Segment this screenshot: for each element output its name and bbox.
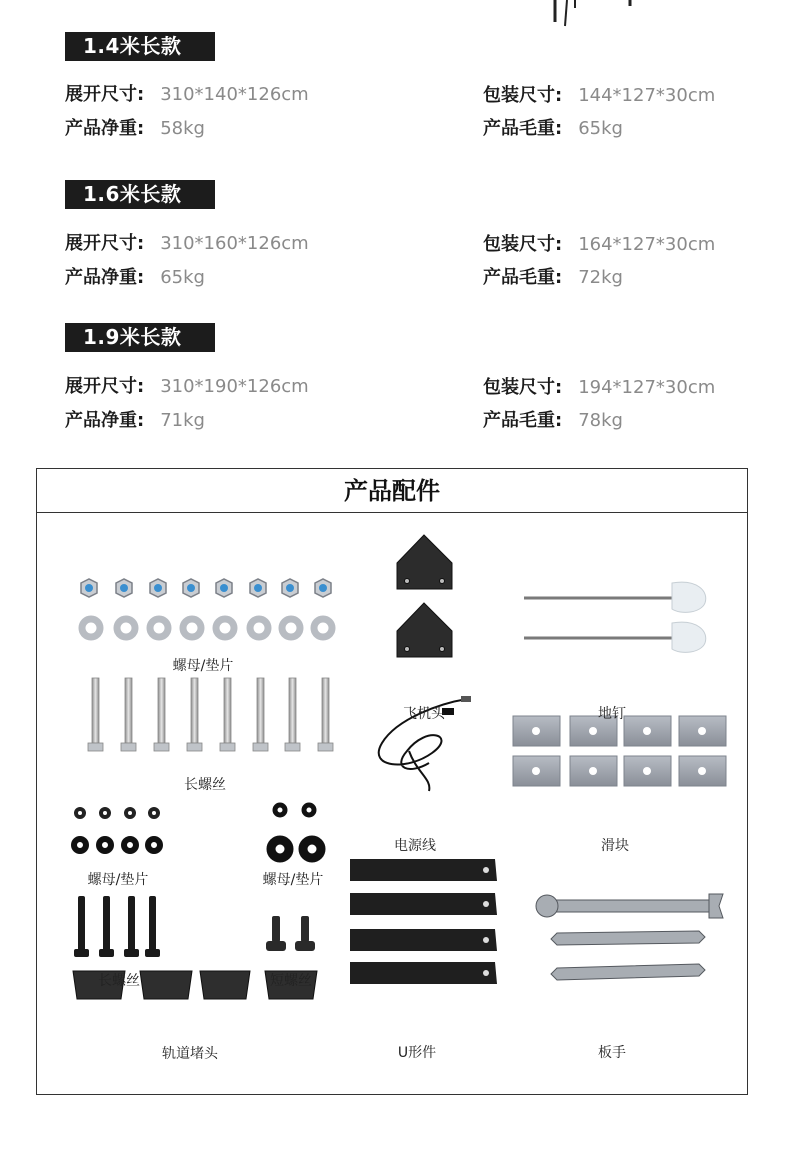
top-decoration [545, 0, 645, 30]
label-short-bolt: 短螺丝 [270, 973, 312, 989]
variant-2-pack: 包装尺寸: 164*127*30cm [483, 234, 716, 255]
variant-2-block [65, 180, 745, 288]
large-washers [82, 619, 332, 637]
accessories-panel [36, 468, 748, 1095]
u-brackets [350, 859, 497, 984]
label-long-bolt-large: 长螺丝 [184, 777, 226, 793]
label-u-bracket: U形件 [397, 1045, 437, 1061]
variant-3-block [65, 323, 745, 431]
variant-3-title: 1.9米长款 [65, 323, 215, 352]
label-nut-washer-small: 螺母/垫片 [87, 872, 149, 888]
variant-2-unfold: 展开尺寸: 310*160*126cm [65, 233, 309, 254]
variant-3-net: 产品净重: 71kg [65, 410, 205, 431]
small-nuts [76, 809, 158, 817]
long-black-bolts [74, 896, 160, 957]
ground-nails [524, 582, 706, 652]
variant-3-pack: 包装尺寸: 194*127*30cm [483, 377, 716, 398]
label-ground-nail: 地钉 [598, 706, 626, 722]
sliders [513, 716, 726, 786]
label-track-plug: 轨道堵头 [162, 1046, 218, 1062]
variant-2-gross: 产品毛重: 72kg [483, 267, 623, 288]
variant-1-title: 1.4米长款 [65, 32, 215, 61]
label-slider: 滑块 [601, 838, 629, 854]
black-washers [271, 840, 321, 858]
variant-1-unfold: 展开尺寸: 310*140*126cm [65, 84, 309, 105]
accessories-title: 产品配件 [37, 469, 747, 513]
variant-3-unfold: 展开尺寸: 310*190*126cm [65, 376, 309, 397]
long-steel-bolts [88, 678, 333, 751]
plane-heads [397, 535, 452, 657]
accessories-illustration [37, 513, 747, 1093]
label-long-bolt-black: 长螺丝 [98, 973, 140, 989]
label-nut-washer-large: 螺母/垫片 [172, 658, 234, 674]
label-nut-washer-black: 螺母/垫片 [262, 872, 324, 888]
variant-2-net: 产品净重: 65kg [65, 267, 205, 288]
variant-1-pack: 包装尺寸: 144*127*30cm [483, 85, 716, 106]
short-bolts [266, 916, 315, 951]
small-black-washers [74, 839, 160, 851]
label-power-cord: 电源线 [394, 838, 436, 854]
variant-1-net: 产品净重: 58kg [65, 118, 205, 139]
variant-1-gross: 产品毛重: 65kg [483, 118, 623, 139]
large-nuts [81, 579, 331, 597]
wrenches [536, 894, 723, 980]
label-plane-head: 飞机头 [403, 706, 445, 722]
variant-3-gross: 产品毛重: 78kg [483, 410, 623, 431]
variant-1-block [65, 32, 745, 139]
label-wrench: 板手 [598, 1045, 626, 1061]
variant-2-title: 1.6米长款 [65, 180, 215, 209]
black-nuts [275, 805, 314, 815]
